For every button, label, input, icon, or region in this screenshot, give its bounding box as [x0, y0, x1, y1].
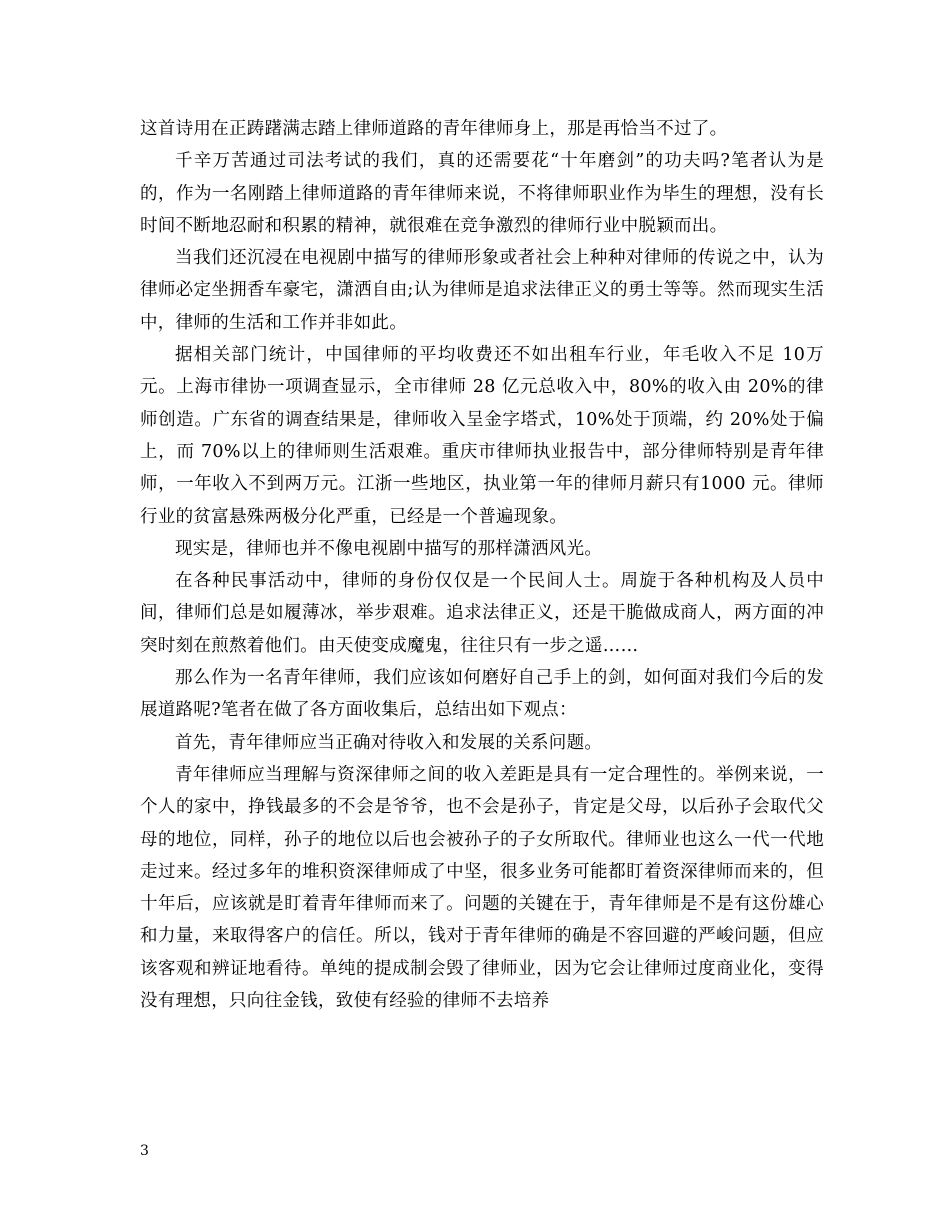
paragraph-7: 那么作为一名青年律师，我们应该如何磨好自己手上的剑，如何面对我们今后的发展道路呢?笔者在做了各方面收集后，总结出如下观点：: [140, 668, 824, 721]
paragraph-9: 青年律师应当理解与资深律师之间的收入差距是具有一定合理性的。举例来说，一个人的家中，挣钱最多的不会是爷爷，也不会是孙子，肯定是父母，以后孙子会取代父母的地位，同样，孙子的地位以后也会被孙子的子女所取代。律师业也这么一代一代地走过来。经过多年的堆积资深律师成了中坚，很多业务可能都盯着资深律师而来的，但十年后，应该就是盯着青年律师而来了。问题的关键在于，青年律师是不是有这份雄心和力量，来取得客户的信任。所以，钱对于青年律师的确是不容回避的严峻问题，但应该客观和辨证地看待。单纯的提成制会毁了律师业，因为它会让律师过度商业化，变得没有理想，只向往金钱，致使有经验的律师不去培养: [140, 764, 824, 1012]
paragraph-5: 现实是，律师也并不像电视剧中描写的那样潇洒风光。: [175, 538, 603, 559]
paragraph-2: 千辛万苦通过司法考试的我们，真的还需要花“十年磨剑”的功夫吗?笔者认为是的，作为一名刚踏上律师道路的青年律师来说，不将律师职业作为毕生的理想，没有长时间不断地忍耐和积累的精神，就很难在竞争激烈的律师行业中脱颖而出。: [140, 151, 824, 236]
document-body: [140, 113, 824, 1017]
page-number: 3: [140, 1143, 149, 1159]
paragraph-1: 这首诗用在正踌躇满志踏上律师道路的青年律师身上，那是再恰当不过了。: [140, 119, 728, 139]
paragraph-3: 当我们还沉浸在电视剧中描写的律师形象或者社会上种种对律师的传说之中，认为律师必定坐拥香车豪宅，潇洒自由;认为律师是追求法律正义的勇士等等。然而现实生活中，律师的生活和工作并非如此。: [140, 248, 824, 333]
paragraph-6: 在各种民事活动中，律师的身份仅仅是一个民间人士。周旋于各种机构及人员中间，律师们总是如履薄冰，举步艰难。追求法律正义，还是干脆做成商人，两方面的冲突时刻在煎熬着他们。由天使变成魔鬼，往往只有一步之遥……: [140, 571, 824, 656]
paragraph-8: 首先，青年律师应当正确对待收入和发展的关系问题。: [175, 732, 603, 753]
paragraph-4: 据相关部门统计，中国律师的平均收费还不如出租车行业，年毛收入不足 10万元。上海市律协一项调查显示，全市律师 28 亿元总收入中，80%的收入由 20%的律师创造。广东省的调查结果是，律师收入呈金字塔式，10%处于顶端，约 20%处于偏上，而 70%以上的律师则生活艰难。重庆市律师执业报告中，部分律师特别是青年律师，一年收入不到两万元。江浙一些地区，执业第一年的律师月薪只有1000 元。律师行业的贫富悬殊两极分化严重，已经是一个普遍现象。: [140, 345, 824, 527]
